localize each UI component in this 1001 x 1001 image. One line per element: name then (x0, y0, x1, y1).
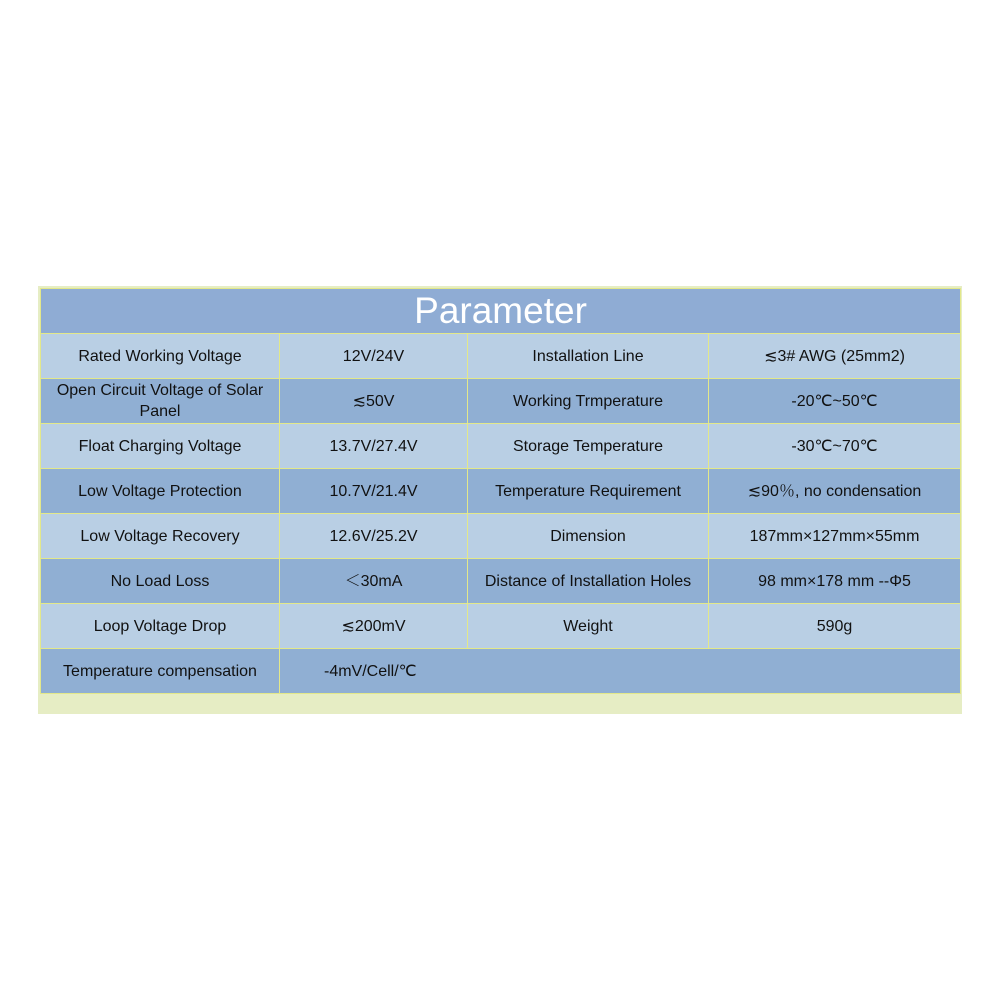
param-label: Low Voltage Protection (41, 469, 280, 514)
param-value: 10.7V/21.4V (280, 469, 468, 514)
param-label: Dimension (468, 514, 709, 559)
table-row (41, 649, 961, 694)
table-row (41, 379, 961, 424)
param-label: Float Charging Voltage (41, 424, 280, 469)
param-value: ＜30mA (280, 559, 468, 604)
table-row (41, 604, 961, 649)
param-value: ≲3# AWG (25mm2) (709, 334, 961, 379)
table-row (41, 514, 961, 559)
param-label: Distance of Installation Holes (468, 559, 709, 604)
param-label: Low Voltage Recovery (41, 514, 280, 559)
param-value: -4mV/Cell/℃ (280, 649, 961, 694)
param-label: Temperature Requirement (468, 469, 709, 514)
param-value: 98 mm×178 mm --Φ5 (709, 559, 961, 604)
param-value: 187mm×127mm×55mm (709, 514, 961, 559)
title-row (41, 289, 961, 334)
param-label: Loop Voltage Drop (41, 604, 280, 649)
table-row (41, 334, 961, 379)
param-value: 590g (709, 604, 961, 649)
param-label: No Load Loss (41, 559, 280, 604)
param-value: 12.6V/25.2V (280, 514, 468, 559)
table-row (41, 424, 961, 469)
param-value: -30℃~70℃ (709, 424, 961, 469)
param-value: 13.7V/27.4V (280, 424, 468, 469)
param-label: Storage Temperature (468, 424, 709, 469)
param-value: -20℃~50℃ (709, 379, 961, 424)
param-value: 12V/24V (280, 334, 468, 379)
param-label: Rated Working Voltage (41, 334, 280, 379)
param-value: ≲50V (280, 379, 468, 424)
param-label: Installation Line (468, 334, 709, 379)
param-label: Open Circuit Voltage of Solar Panel (41, 379, 280, 424)
table-row (41, 559, 961, 604)
param-value: ≲90％, no condensation (709, 469, 961, 514)
param-label: Weight (468, 604, 709, 649)
parameter-table (40, 288, 961, 694)
param-value: ≲200mV (280, 604, 468, 649)
table-row (41, 469, 961, 514)
table-title: Parameter (41, 289, 961, 334)
param-label: Working Trmperature (468, 379, 709, 424)
param-label: Temperature compensation (41, 649, 280, 694)
